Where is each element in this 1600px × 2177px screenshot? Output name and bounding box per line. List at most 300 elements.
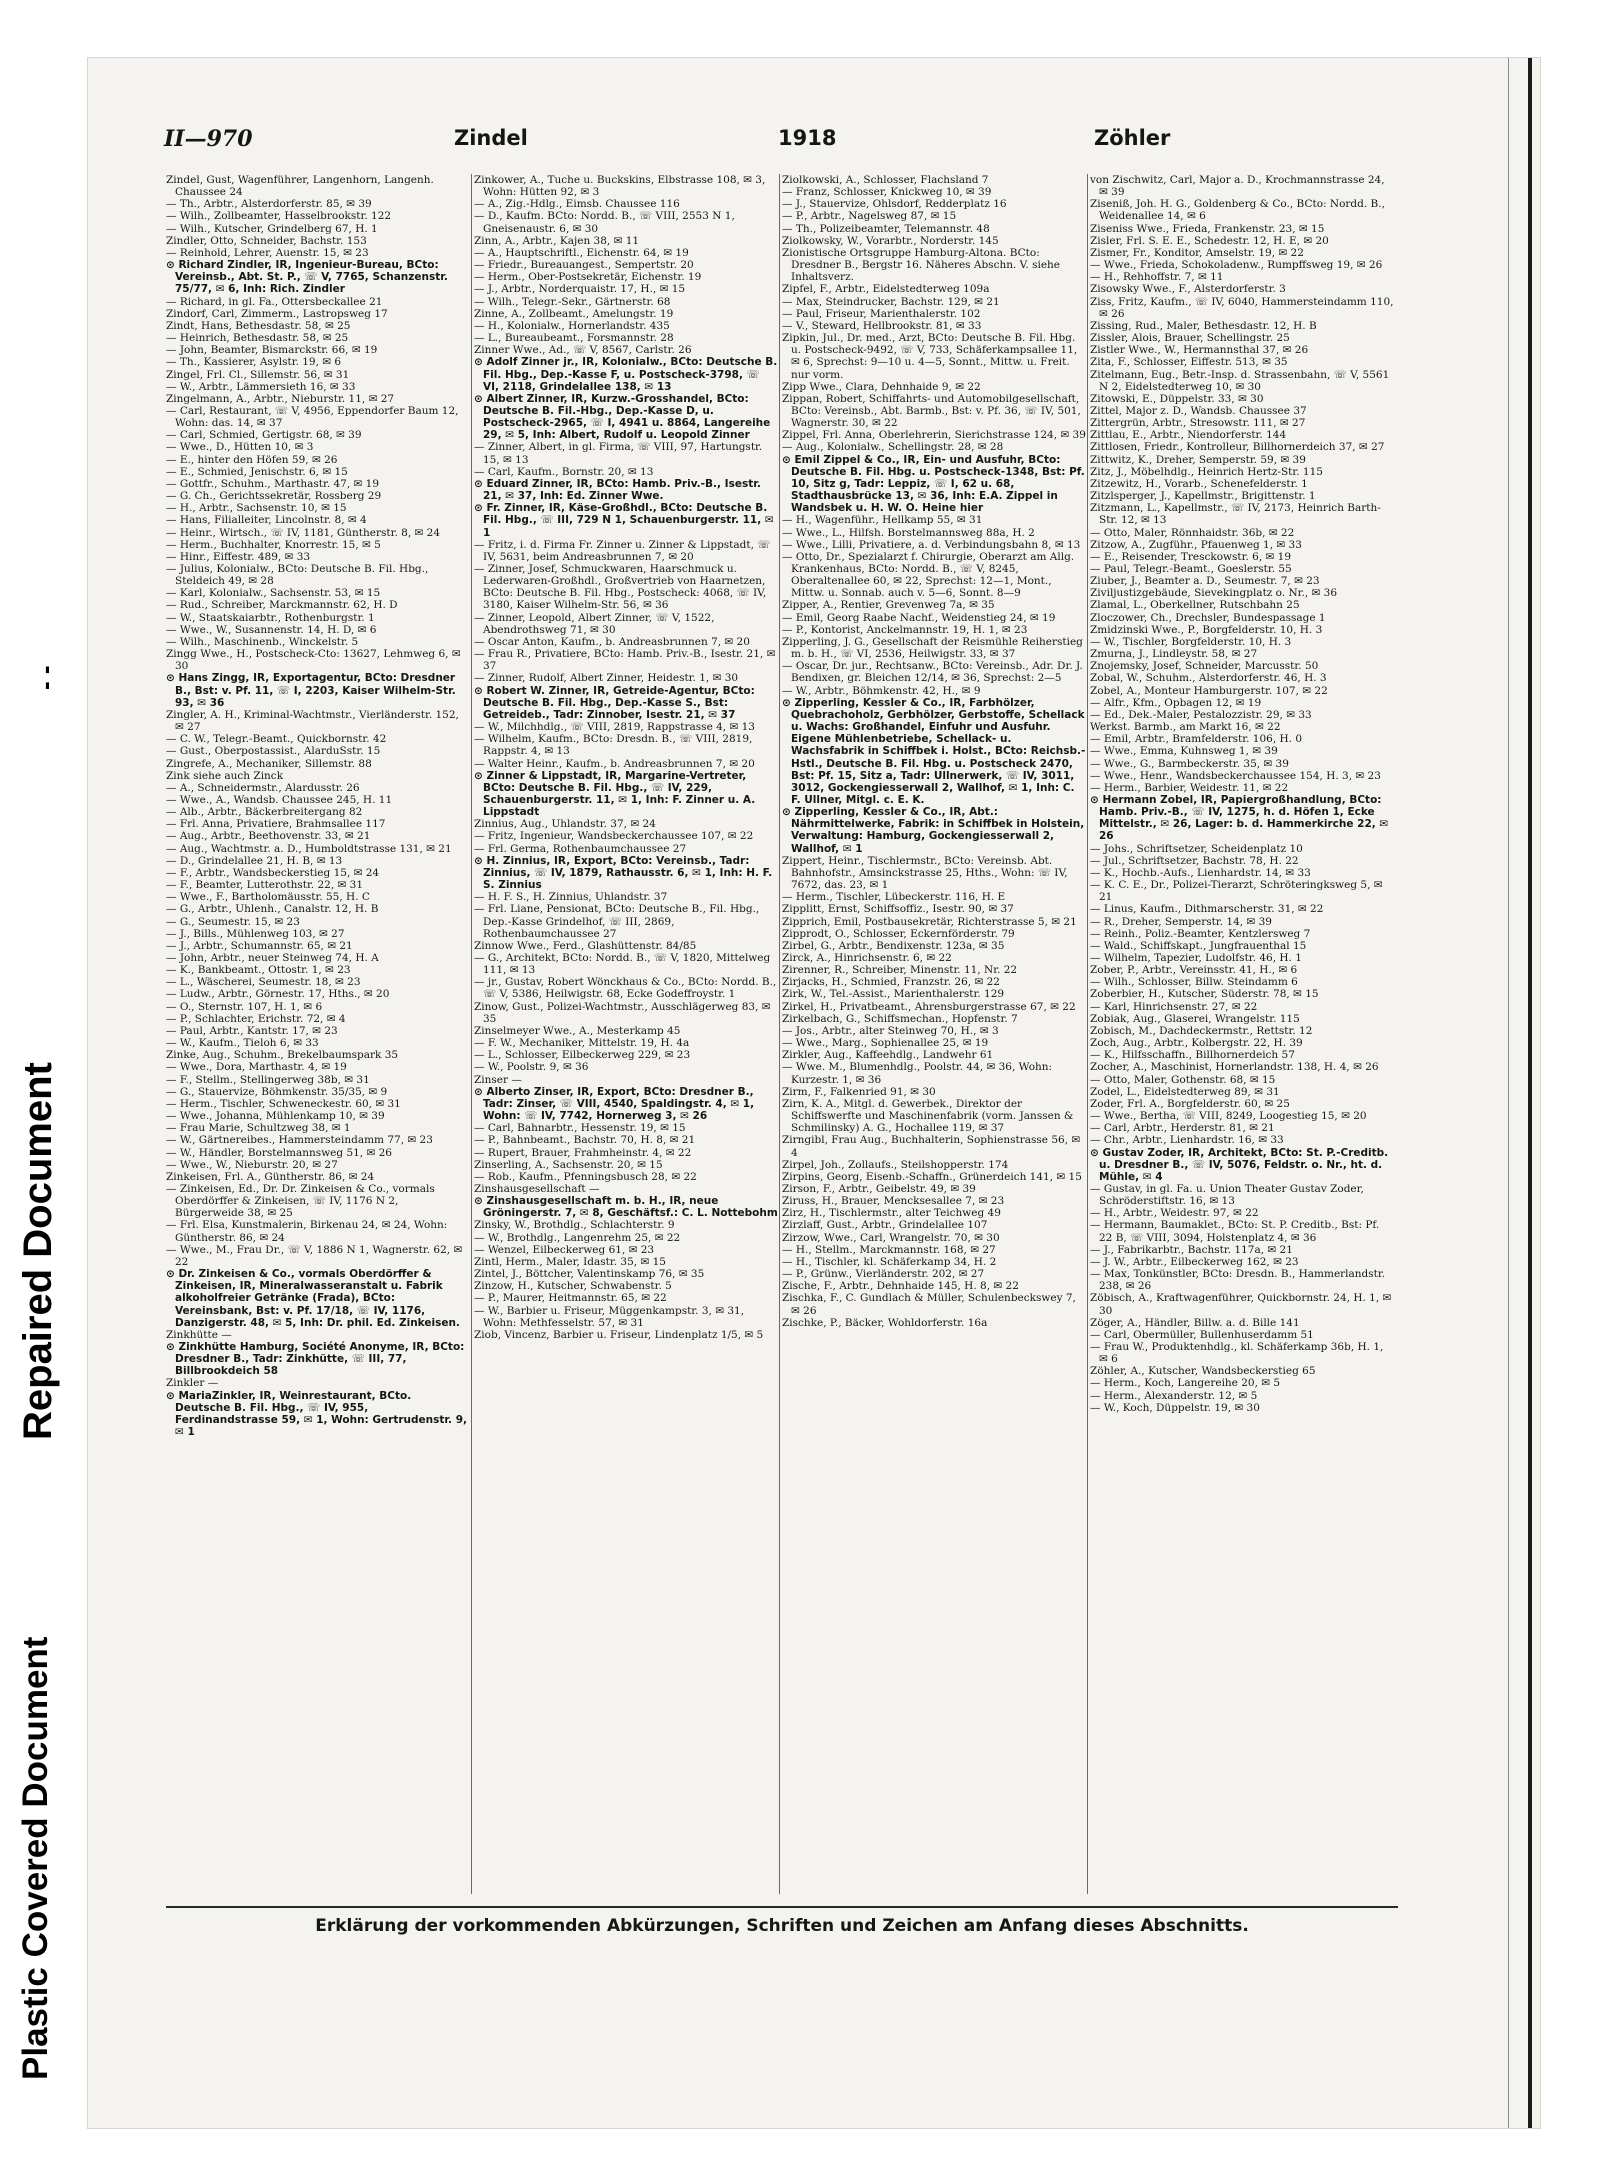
- directory-entry: — J., Bills., Mühlenweg 103, ✉ 27: [166, 927, 345, 940]
- directory-entry: Zirenner, R., Schreiber, Minenstr. 11, Nr. 22: [782, 964, 1018, 977]
- directory-entry: — W., Staatskaiarbtr., Rothenburgstr. 1: [166, 611, 375, 624]
- directory-column-3: [782, 174, 1086, 1894]
- directory-entry: — Wwe., Henr., Wandsbeckerchaussee 154, H. 3, ✉ 23: [1090, 769, 1381, 782]
- directory-entry: Zinkler —: [166, 1377, 219, 1390]
- directory-entry: Zismer, Fr., Konditor, Amselstr. 19, ✉ 22: [1090, 246, 1304, 259]
- directory-entry: — L., Schlosser, Eilbeckerweg 229, ✉ 23: [474, 1049, 691, 1062]
- directory-entry: Zobel, A., Monteur Hamburgerstr. 107, ✉ 22: [1090, 684, 1328, 697]
- directory-entry: Zisler, Frl. S. E. E., Schedestr. 12, H. E, ✉ 20: [1090, 234, 1329, 247]
- directory-entry: — Ed., Dek.-Maler, Pestalozzistr. 29, ✉ 33: [1090, 708, 1312, 721]
- directory-entry: Zirzlaff, Gust., Arbtr., Grindelallee 107: [782, 1219, 988, 1232]
- directory-entry: Zirkelbach, G., Schiffsmechan., Hopfenstr. 7: [782, 1012, 1018, 1025]
- directory-entry: — Reinh., Poliz.-Beamter, Kentzlersweg 7: [1090, 927, 1311, 940]
- directory-entry: Zlamal, L., Oberkellner, Rutschbahn 25: [1090, 599, 1300, 612]
- directory-entry: — W., Arbtr., Böhmkenstr. 42, H., ✉ 9: [782, 684, 981, 697]
- directory-entry: Ziolkowski, A., Schlosser, Flachsland 7: [782, 174, 989, 186]
- directory-entry: — Zinner, Albert, in gl. Firma, ☏ VIII, 97, Hartungstr. 15, ✉ 13: [474, 441, 763, 466]
- directory-entry: ⊙ Alberto Zinser, IR, Export, BCto: Dresdner B., Tadr: Zinser, ☏ VIII, 4540, Spaldingstr. 4, ✉ 1, Wohn: ☏ IV, 7742, Hornerweg 3, ✉ 26: [474, 1085, 755, 1123]
- directory-entry: — Julius, Kolonialw., BCto: Deutsche B. Fil. Hbg., Steldeich 49, ✉ 28: [166, 563, 429, 588]
- directory-entry: — Carl, Schmied, Gertigstr. 68, ✉ 39: [166, 429, 362, 442]
- directory-entry: — D., Grindelallee 21, H. B, ✉ 13: [166, 854, 343, 867]
- directory-entry: Ziseniss Wwe., Frieda, Frankenstr. 23, ✉ 15: [1090, 222, 1325, 235]
- directory-column-2: [474, 174, 778, 1894]
- directory-entry: — F., Stellm., Stellingerweg 38b, ✉ 31: [166, 1073, 370, 1086]
- directory-entry: Zirk, W., Tel.-Assist., Marienthalerstr. 129: [782, 988, 1005, 1001]
- directory-entry: — Frl. Liane, Pensionat, BCto: Deutsche B., Fil. Hbg., Dep.-Kasse Grindelhof, ☏ III, 2869, Rothenbaumchaussee 27: [474, 903, 760, 940]
- directory-entry: Zittwitz, K., Dreher, Semperstr. 59, ✉ 39: [1090, 453, 1306, 466]
- directory-entry: Zischke, P., Bäcker, Wohldorferstr. 16a: [782, 1316, 988, 1329]
- directory-entry: von Zischwitz, Carl, Major a. D., Krochmannstrasse 24, ✉ 39: [1090, 174, 1385, 199]
- page-number: II—970: [164, 126, 253, 152]
- directory-entry: — R., Dreher, Semperstr. 14, ✉ 39: [1090, 915, 1272, 928]
- directory-entry: — Carl, Kaufm., Bornstr. 20, ✉ 13: [474, 465, 654, 478]
- directory-entry: Zinow, Gust., Polizei-Wachtmstr., Ausschlägerweg 83, ✉ 35: [474, 1000, 771, 1025]
- directory-entry: — K., Bankbeamt., Ottostr. 1, ✉ 23: [166, 964, 351, 977]
- directory-entry: — F., Arbtr., Wandsbeckerstieg 15, ✉ 24: [166, 866, 380, 879]
- directory-entry: Zinselmeyer Wwe., A., Mesterkamp 45: [474, 1024, 681, 1037]
- directory-entry: — P., Maurer, Heitmannstr. 65, ✉ 22: [474, 1292, 667, 1305]
- directory-entry: — Oscar, Dr. jur., Rechtsanw., BCto: Vereinsb., Adr. Dr. J. Bendixen, gr. Bleichen 12/14, ✉ 36, Sprechst: 2—5: [782, 660, 1083, 685]
- directory-entry: — Wwe., Lilli, Privatiere, a. d. Verbindungsbahn 8, ✉ 13: [782, 538, 1081, 551]
- directory-columns: [166, 174, 1398, 1894]
- directory-entry: — Th., Arbtr., Alsterdorferstr. 85, ✉ 39: [166, 198, 372, 211]
- directory-entry: Ziss, Fritz, Kaufm., ☏ IV, 6040, Hammersteindamm 110, ✉ 26: [1090, 295, 1394, 320]
- directory-entry: Zinkhütte —: [166, 1328, 232, 1341]
- directory-entry: — J., Arbtr., Schumannstr. 65, ✉ 21: [166, 939, 353, 952]
- directory-entry: — Jos., Arbtr., alter Steinweg 70, H., ✉ 3: [782, 1024, 999, 1037]
- directory-entry: — H. F. S., H. Zinnius, Uhlandstr. 37: [474, 891, 668, 904]
- directory-entry: Zirjacks, H., Schmied, Franzstr. 26, ✉ 22: [782, 976, 1000, 989]
- directory-entry: Zittlosen, Friedr., Kontrolleur, Billhornerdeich 37, ✉ 27: [1090, 441, 1385, 454]
- directory-entry: — Hans, Filialleiter, Lincolnstr. 8, ✉ 4: [166, 514, 367, 527]
- directory-entry: — A., Zig.-Hdlg., Eimsb. Chaussee 116: [474, 198, 680, 211]
- directory-entry: — W., Gärtnereibes., Hammersteindamm 77, ✉ 23: [166, 1134, 433, 1147]
- directory-entry: — Chr., Arbtr., Lienhardstr. 16, ✉ 33: [1090, 1134, 1284, 1147]
- directory-entry: Zoberbier, H., Kutscher, Süderstr. 78, ✉ 15: [1090, 988, 1319, 1001]
- directory-entry: ⊙ Richard Zindler, IR, Ingenieur-Bureau, BCto: Vereinsb., Abt. St. P., ☏ V, 7765, Schanzenstr. 75/77, ✉ 6, Inh: Rich. Zindler: [166, 259, 448, 296]
- directory-entry: Zische, F., Arbtr., Dehnhaide 145, H. 8, ✉ 22: [782, 1280, 1019, 1293]
- directory-entry: Zinn, A., Arbtr., Kajen 38, ✉ 11: [474, 234, 640, 247]
- directory-entry: — G., Arbtr., Uhlenh., Canalstr. 12, H. B: [166, 903, 379, 916]
- directory-entry: — John, Beamter, Bismarckstr. 66, ✉ 19: [166, 344, 378, 357]
- directory-entry: — Wwe., L., Hilfsh. Borstelmannsweg 88a, H. 2: [782, 526, 1035, 539]
- directory-entry: — Wwe., W., Susannenstr. 14, H. D, ✉ 6: [166, 623, 377, 636]
- directory-entry: — Wilhelm, Tapezier, Ludolfstr. 46, H. 1: [1090, 952, 1302, 964]
- directory-entry: — Gottfr., Schuhm., Marthastr. 47, ✉ 19: [166, 477, 380, 490]
- directory-entry: — Herm., Koch, Langereihe 20, ✉ 5: [1090, 1377, 1281, 1390]
- column-divider: [1087, 174, 1088, 1894]
- directory-entry: — J., Arbtr., Norderquaistr. 17, H., ✉ 15: [474, 283, 686, 296]
- directory-entry: — Wwe. M., Blumenhdlg., Poolstr. 44, ✉ 36, Wohn: Kurzestr. 1, ✉ 36: [782, 1061, 1053, 1086]
- directory-entry: — Paul, Telegr.-Beamt., Goeslerstr. 55: [1090, 563, 1292, 575]
- directory-entry: Zöger, A., Händler, Billw. a. d. Bille 141: [1090, 1316, 1300, 1329]
- directory-entry: Zita, F., Schlosser, Eiffestr. 513, ✉ 35: [1090, 356, 1288, 369]
- directory-entry: — Friedr., Bureauangest., Sempertstr. 20: [474, 259, 694, 272]
- directory-entry: Zistler Wwe., W., Hermannsthal 37, ✉ 26: [1090, 344, 1309, 357]
- directory-entry: Zippan, Robert, Schiffahrts- und Automobilgesellschaft, BCto: Vereinsb., Abt. Barmb., Bst: v. Pf. 36, ☏ IV, 501, Wagnerstr. 30, ✉ 22: [782, 392, 1081, 430]
- directory-entry: Zitzewitz, H., Vorarb., Schenefelderstr. 1: [1090, 477, 1308, 490]
- page-edge-line: [1508, 58, 1509, 2128]
- directory-entry: Zinsky, W., Brothdlg., Schlachterstr. 9: [474, 1219, 675, 1232]
- directory-entry: — H., Wagenführ., Hellkamp 55, ✉ 31: [782, 514, 983, 527]
- directory-entry: Ziviljustizgebäude, Sievekingplatz o. Nr., ✉ 36: [1090, 587, 1338, 600]
- directory-entry: — Reinhold, Lehrer, Auenstr. 15, ✉ 23: [166, 246, 369, 259]
- directory-entry: — Frau W., Produktenhdlg., kl. Schäferkamp 36b, H. 1, ✉ 6: [1090, 1341, 1384, 1366]
- directory-entry: — J., Fabrikarbtr., Bachstr. 117a, ✉ 21: [1090, 1243, 1293, 1256]
- directory-entry: ⊙ Eduard Zinner, IR, BCto: Hamb. Priv.-B., Isestr. 21, ✉ 37, Inh: Ed. Zinner Wwe.: [474, 477, 761, 503]
- directory-entry: ⊙ Dr. Zinkeisen & Co., vormals Oberdörffer & Zinkeisen, IR, Mineralwasseranstalt u. Fabrik alkoholfreier Getränke (Frada), BCto: Vereinsbank, Bst: v. Pf. 17/18, ☏ IV, 1176, Danzigerstr. 48, ✉ 5, Inh: Dr. phil. Ed. Zinkeisen.: [166, 1268, 460, 1329]
- plastic-covered-label: Plastic Covered Document: [16, 1636, 55, 2080]
- directory-entry: Zindorf, Carl, Zimmerm., Lastropsweg 17: [166, 307, 388, 320]
- directory-entry: — W., Arbtr., Lämmersieth 16, ✉ 33: [166, 380, 356, 393]
- directory-entry: Zobal, W., Schuhm., Alsterdorferstr. 46, H. 3: [1090, 672, 1327, 685]
- page-header: [164, 126, 1384, 166]
- directory-entry: — E., Reisender, Tresckowstr. 6, ✉ 19: [1090, 550, 1292, 563]
- directory-entry: — D., Kaufm. BCto: Nordd. B., ☏ VIII, 2553 N 1, Gneisenaustr. 6, ✉ 30: [474, 210, 735, 235]
- directory-entry: Zinnius, Aug., Uhlandstr. 37, ✉ 24: [474, 818, 656, 831]
- header-last-name: Zöhler: [1094, 126, 1171, 150]
- directory-entry: — K. C. E., Dr., Polizei-Tierarzt, Schröteringksweg 5, ✉ 21: [1090, 879, 1383, 904]
- directory-entry: — J., Stauervize, Ohlsdorf, Redderplatz 16: [782, 198, 1007, 211]
- directory-entry: Zipprodt, O., Schlosser, Eckernförderstr. 79: [782, 927, 1015, 940]
- directory-entry: — Wald., Schiffskapt., Jungfrauenthal 15: [1090, 939, 1307, 952]
- side-labels: [0, 620, 80, 2120]
- directory-entry: — Fritz, i. d. Firma Fr. Zinner u. Zinner & Lippstadt, ☏ IV, 5631, beim Andreasbrunnen 7, ✉ 20: [474, 538, 771, 563]
- directory-entry: — W., Brothdlg., Langenrehm 25, ✉ 22: [474, 1231, 681, 1244]
- footer-rule: [166, 1906, 1398, 1908]
- directory-entry: Zippert, Heinr., Tischlermstr., BCto: Vereinsb. Abt. Bahnhofstr., Amsinckstrasse 25, Hths., Wohn: ☏ IV, 7672, das. 23, ✉ 1: [782, 854, 1068, 892]
- directory-entry: Zindler, Otto, Schneider, Bachstr. 153: [166, 234, 367, 247]
- directory-entry: — Frl. Elsa, Kunstmalerin, Birkenau 24, ✉ 24, Wohn: Güntherstr. 86, ✉ 24: [166, 1219, 448, 1244]
- directory-entry: Zink siehe auch Zinck: [166, 769, 284, 782]
- directory-entry: — H., Stellm., Marckmannstr. 168, ✉ 27: [782, 1243, 996, 1256]
- directory-entry: Ziruss, H., Brauer, Mencksesallee 7, ✉ 23: [782, 1195, 1005, 1208]
- directory-entry: — Johs., Schriftsetzer, Scheidenplatz 10: [1090, 842, 1303, 855]
- directory-entry: — Frl. Anna, Privatiere, Brahmsallee 117: [166, 818, 386, 831]
- directory-entry: Zirpins, Georg, Eisenb.-Schaffn., Grünerdeich 141, ✉ 15: [782, 1170, 1082, 1183]
- directory-entry: Zingg Wwe., H., Postscheck-Cto: 13627, Lehmweg 6, ✉ 30: [166, 648, 461, 673]
- directory-entry: Zoder, Frl. A., Borgfelderstr. 60, ✉ 25: [1090, 1097, 1290, 1110]
- directory-entry: ⊙ Emil Zippel & Co., IR, Ein- und Ausfuhr, BCto: Deutsche B. Fil. Hbg. u. Postscheck-1348, Bst: Pf. 10, Sitz g, Tadr: Leppiz, ☏ I, 62 u. 68, Stadthausbrücke 13, ✉ 36, Inh: E.A. Zippel in Wandsbek u. H. W. O. Heine hier: [782, 453, 1085, 515]
- directory-entry: — Wwe., D., Hütten 10, ✉ 3: [166, 441, 314, 454]
- directory-entry: — Max, Tonkünstler, BCto: Dresdn. B., Hammerlandstr. 238, ✉ 26: [1090, 1268, 1386, 1293]
- directory-entry: — Wwe., Johanna, Mühlenkamp 10, ✉ 39: [166, 1110, 385, 1123]
- directory-entry: — Alb., Arbtr., Bäckerbreitergang 82: [166, 806, 363, 819]
- directory-entry: Ziob, Vincenz, Barbier u. Friseur, Lindenplatz 1/5, ✉ 5: [474, 1328, 764, 1341]
- column-divider: [779, 174, 780, 1894]
- directory-entry: — Herm., Buchhalter, Knorrestr. 15, ✉ 5: [166, 538, 381, 551]
- directory-entry: — H., Rehhoffstr. 7, ✉ 11: [1090, 271, 1224, 284]
- directory-entry: Zobiak, Aug., Glaserei, Wrangelstr. 115: [1090, 1012, 1300, 1025]
- directory-entry: — P., Schlachter, Erichstr. 72, ✉ 4: [166, 1012, 346, 1025]
- directory-entry: — Aug., Wachtmstr. a. D., Humboldtstrasse 131, ✉ 21: [166, 842, 452, 855]
- repaired-document-label: Repaired Document: [16, 1062, 60, 1440]
- directory-entry: Zöhler, A., Kutscher, Wandsbeckerstieg 65: [1090, 1365, 1316, 1378]
- directory-entry: — Emil, Arbtr., Bramfelderstr. 106, H. 0: [1090, 733, 1303, 746]
- dash-mark: - -: [30, 665, 60, 690]
- directory-entry: Zitzow, A., Zugführ., Pfauenweg 1, ✉ 33: [1090, 538, 1302, 551]
- directory-entry: — Hermann, Baumaklet., BCto: St. P. Creditb., Bst: Pf. 22 B, ☏ VIII, 3094, Holstenplatz 4, ✉ 36: [1090, 1219, 1380, 1244]
- directory-entry: Zodel, L., Eidelstedterweg 89, ✉ 31: [1090, 1085, 1280, 1098]
- directory-entry: — G., Seumestr. 15, ✉ 23: [166, 915, 300, 928]
- directory-column-4: [1090, 174, 1394, 1894]
- directory-entry: Zirkel, H., Privatbeamt., Ahrensburgerstrasse 67, ✉ 22: [782, 1000, 1076, 1013]
- directory-entry: — Carl, Bahnarbtr., Hessenstr. 19, ✉ 15: [474, 1122, 686, 1135]
- directory-entry: ⊙ H. Zinnius, IR, Export, BCto: Vereinsb., Tadr: Zinnius, ☏ IV, 1879, Rathausstr. 6, ✉ 1, Inh: H. F. S. Zinnius: [474, 854, 773, 892]
- directory-entry: — E., Schmied, Jenischstr. 6, ✉ 15: [166, 465, 348, 478]
- directory-entry: — L., Bureaubeamt., Forsmannstr. 28: [474, 332, 674, 345]
- directory-entry: — Wilhelm, Kaufm., BCto: Dresdn. B., ☏ VIII, 2819, Rappstr. 4, ✉ 13: [474, 733, 753, 758]
- directory-entry: — Emil, Georg Raabe Nachf., Weidenstieg 24, ✉ 19: [782, 611, 1056, 624]
- directory-entry: Zipkin, Jul., Dr. med., Arzt, BCto: Deutsche B. Fil. Hbg. u. Postscheck-9492, ☏ V, 733, Schäferkampsallee 11, ✉ 6, Sprechst: 9—10 u. 4—5, Sonnt., Mittw. u. Freit. nur vorm.: [782, 332, 1078, 381]
- directory-entry: Zinkeisen, Frl. A., Güntherstr. 86, ✉ 24: [166, 1170, 375, 1183]
- directory-entry: Zindt, Hans, Bethesdastr. 58, ✉ 25: [166, 319, 351, 332]
- directory-entry: — Otto, Maler, Gothenstr. 68, ✉ 15: [1090, 1073, 1276, 1086]
- directory-entry: — Wenzel, Eilbeckerweg 61, ✉ 23: [474, 1243, 655, 1256]
- directory-entry: Zingler, A. H., Kriminal-Wachtmstr., Vierländerstr. 152, ✉ 27: [166, 708, 459, 734]
- directory-entry: Zinnow Wwe., Ferd., Glashüttenstr. 84/85: [474, 939, 697, 952]
- directory-entry: ⊙ Zinner & Lippstadt, IR, Margarine-Vertreter, BCto: Deutsche B. Fil. Hbg., ☏ IV, 229, Schauenburgerstr. 11, ✉ 1, Inh: F. Zinner u. A. Lippstadt: [474, 769, 756, 819]
- directory-entry: — Walter Heinr., Kaufm., b. Andreasbrunnen 7, ✉ 20: [474, 757, 755, 770]
- directory-entry: — Heinrich, Bethesdastr. 58, ✉ 25: [166, 332, 349, 345]
- directory-entry: — Hinr., Eiffestr. 489, ✉ 33: [166, 550, 311, 563]
- page-binding-edge: [1528, 58, 1532, 2128]
- column-divider: [471, 174, 472, 1894]
- directory-entry: — W., Kaufm., Tieloh 6, ✉ 33: [166, 1037, 319, 1050]
- directory-entry: — Wwe., F., Bartholomäusstr. 55, H. C: [166, 891, 370, 904]
- directory-entry: Zintl, Herm., Maler, Idastr. 35, ✉ 15: [474, 1255, 666, 1268]
- directory-entry: Zitzlsperger, J., Kapellmstr., Brigittenstr. 1: [1090, 490, 1316, 503]
- directory-entry: Zirzow, Wwe., Carl, Wrangelstr. 70, ✉ 30: [782, 1231, 1000, 1244]
- directory-entry: — Rob., Kaufm., Pfenningsbusch 28, ✉ 22: [474, 1170, 697, 1183]
- directory-entry: Zinserling, A., Sachsenstr. 20, ✉ 15: [474, 1158, 663, 1171]
- directory-entry: Ziolkowsky, W., Vorarbtr., Norderstr. 145: [782, 234, 999, 247]
- directory-entry: — W., Barbier u. Friseur, Müggenkampstr. 3, ✉ 31, Wohn: Methfesselstr. 57, ✉ 31: [474, 1304, 745, 1329]
- directory-entry: Zintel, J., Böttcher, Valentinskamp 76, ✉ 35: [474, 1268, 705, 1281]
- directory-entry: Zittlau, E., Arbtr., Niendorferstr. 144: [1090, 429, 1287, 442]
- directory-entry: — O., Sternstr. 107, H. 1, ✉ 6: [166, 1000, 323, 1013]
- directory-entry: Zmidzinski Wwe., P., Borgfelderstr. 10, H. 3: [1090, 623, 1323, 636]
- directory-entry: Zirpel, Joh., Zollaufs., Steilshopperstr. 174: [782, 1158, 1009, 1171]
- directory-entry: Zirz, H., Tischlermstr., alter Teichweg 49: [782, 1207, 1001, 1220]
- directory-entry: — Rupert, Brauer, Frahmheinstr. 4, ✉ 22: [474, 1146, 692, 1159]
- directory-entry: Zitowski, E., Düppelstr. 33, ✉ 30: [1090, 392, 1264, 405]
- directory-entry: Zitelmann, Eug., Betr.-Insp. d. Strassenbahn, ☏ V, 5561 N 2, Eidelstedterweg 10, ✉ 30: [1090, 368, 1390, 393]
- directory-entry: Zober, P., Arbtr., Vereinsstr. 41, H., ✉ 6: [1090, 964, 1298, 977]
- directory-entry: — Th., Kassierer, Asylstr. 19, ✉ 6: [166, 356, 342, 369]
- directory-entry: Zinzow, H., Kutscher, Schwabenstr. 5: [474, 1280, 672, 1293]
- directory-entry: ⊙ MariaZinkler, IR, Weinrestaurant, BCto. Deutsche B. Fil. Hbg., ☏ IV, 955, Ferdinandstrasse 59, ✉ 1, Wohn: Gertrudenstr. 9, ✉ 1: [166, 1389, 468, 1439]
- directory-entry: — G., Stauervize, Böhmkenstr. 35/35, ✉ 9: [166, 1085, 388, 1098]
- directory-entry: Zipper, A., Rentier, Grevenweg 7a, ✉ 35: [782, 599, 995, 612]
- directory-entry: — W., Tischler, Borgfelderstr. 10, H. 3: [1090, 635, 1292, 648]
- directory-entry: — jr., Gustav, Robert Wönckhaus & Co., BCto: Nordd. B., ☏ V, 5386, Heilwigstr. 68, Ecke Godeffroystr. 1: [474, 976, 777, 1001]
- directory-entry: Zittergrün, Arbtr., Stresowstr. 111, ✉ 27: [1090, 417, 1306, 430]
- directory-entry: ⊙ Zinshausgesellschaft m. b. H., IR, neue Gröningerstr. 7, ✉ 8, Geschäftsf.: C. L. Nottebohm: [474, 1195, 778, 1220]
- directory-entry: — P., Bahnbeamt., Bachstr. 70, H. 8, ✉ 21: [474, 1134, 696, 1147]
- directory-entry: — W., Händler, Borstelmannsweg 51, ✉ 26: [166, 1146, 392, 1159]
- directory-entry: Zingelmann, A., Arbtr., Nieburstr. 11, ✉ 27: [166, 392, 395, 405]
- directory-entry: — Wwe., Marg., Sophienallee 25, ✉ 19: [782, 1037, 989, 1050]
- directory-entry: Zipplitt, Ernst, Schiffsoffiz., Isestr. 90, ✉ 37: [782, 903, 1014, 916]
- directory-entry: Werkst. Barmb., am Markt 16, ✉ 22: [1090, 721, 1281, 734]
- directory-entry: Zmurna, J., Lindleystr. 58, ✉ 27: [1090, 648, 1258, 661]
- directory-entry: Zipprich, Emil, Postbausekretär, Richterstrasse 5, ✉ 21: [782, 915, 1077, 928]
- directory-entry: — J. W., Arbtr., Eilbeckerweg 162, ✉ 23: [1090, 1255, 1299, 1268]
- directory-entry: Zirngibl, Frau Aug., Buchhalterin, Sophienstrasse 56, ✉ 4: [782, 1134, 1081, 1159]
- directory-entry: Ziuber, J., Beamter a. D., Seumestr. 7, ✉ 23: [1090, 575, 1320, 588]
- directory-entry: ⊙ Gustav Zoder, IR, Architekt, BCto: St. P.-Creditb. u. Dresdner B., ☏ IV, 5076, Feldstr. o. Nr., ht. d. Mühle, ✉ 4: [1090, 1146, 1389, 1183]
- directory-entry: — A., Schneidermstr., Alardusstr. 26: [166, 781, 360, 794]
- directory-entry: — Jul., Schriftsetzer, Bachstr. 78, H. 22: [1090, 854, 1299, 867]
- directory-entry: Zindel, Gust, Wagenführer, Langenhorn, Langenh. Chaussee 24: [166, 174, 434, 199]
- directory-entry: Zionistische Ortsgruppe Hamburg-Altona. BCto: Dresdner B., Bergstr 16. Näheres Abschn. V. siehe Inhaltsverz.: [782, 246, 1061, 284]
- directory-entry: — H., Tischler, kl. Schäferkamp 34, H. 2: [782, 1255, 997, 1268]
- directory-entry: ⊙ Fr. Zinner, IR, Käse-Großhdl., BCto: Deutsche B. Fil. Hbg., ☏ III, 729 N 1, Schauenburgerstr. 11, ✉ 1: [474, 502, 774, 539]
- directory-entry: Znojemsky, Josef, Schneider, Marcusstr. 50: [1090, 660, 1319, 673]
- directory-entry: Zloczower, Ch., Drechsler, Bundespassage 1: [1090, 611, 1326, 624]
- directory-entry: Zirn, K. A., Mitgl. d. Gewerbek., Direktor der Schiffswerfte und Maschinenfabrik (vorm. Janssen & Schmilinsky) A. G., Hochallee 119, ✉ 37: [782, 1097, 1074, 1135]
- directory-entry: — Franz, Schlosser, Knickweg 10, ✉ 39: [782, 186, 992, 199]
- directory-entry: — C. W., Telegr.-Beamt., Quickbornstr. 42: [166, 733, 387, 746]
- directory-entry: Zinne, A., Zollbeamt., Amelungstr. 19: [474, 307, 674, 320]
- directory-entry: — Wwe., M., Frau Dr., ☏ V, 1886 N 1, Wagnerstr. 62, ✉ 22: [166, 1243, 463, 1268]
- directory-entry: — Zinner, Leopold, Albert Zinner, ☏ V, 1522, Abendrothsweg 71, ✉ 30: [474, 611, 715, 636]
- directory-entry: Zipp Wwe., Clara, Dehnhaide 9, ✉ 22: [782, 380, 981, 393]
- directory-entry: — Paul, Arbtr., Kantstr. 17, ✉ 23: [166, 1024, 338, 1037]
- directory-entry: Zinshausgesellschaft —: [474, 1182, 600, 1195]
- directory-entry: Zinner Wwe., Ad., ☏ V, 8567, Carlstr. 26: [474, 344, 692, 357]
- directory-entry: — Wilh., Zollbeamter, Hasselbrookstr. 122: [166, 210, 392, 223]
- directory-entry: — Richard, in gl. Fa., Ottersbeckallee 21: [166, 295, 383, 308]
- directory-entry: Zissing, Rud., Maler, Bethesdastr. 12, H. B: [1090, 319, 1317, 332]
- directory-entry: Zipfel, F., Arbtr., Eidelstedterweg 109a: [782, 283, 990, 296]
- directory-entry: Zischka, F., C. Gundlach & Müller, Schulenbeckswey 7, ✉ 26: [782, 1292, 1076, 1317]
- directory-entry: Zittel, Major z. D., Wandsb. Chaussee 37: [1090, 404, 1307, 417]
- directory-entry: ⊙ Zinkhütte Hamburg, Société Anonyme, IR, BCto: Dresdner B., Tadr: Zinkhütte, ☏ III, 77, Billbrookdeich 58: [166, 1341, 465, 1378]
- directory-entry: Zingrefe, A., Mechaniker, Sillemstr. 88: [166, 757, 372, 770]
- directory-entry: — H., Kolonialw., Hornerlandstr. 435: [474, 319, 670, 332]
- directory-entry: — Wilh., Kutscher, Grindelberg 67, H. 1: [166, 222, 378, 235]
- directory-entry: — P., Grünw., Vierländerstr. 202, ✉ 27: [782, 1268, 985, 1281]
- directory-entry: Zipperling, J. G., Gesellschaft der Reismühle Reiherstieg m. b. H., ☏ VI, 2536, Heilwigstr. 33, ✉ 37: [782, 635, 1083, 661]
- directory-entry: — K., Hilfsschaffn., Billhornerdeich 57: [1090, 1049, 1295, 1062]
- directory-entry: — Herm., Barbier, Weidestr. 11, ✉ 22: [1090, 781, 1289, 794]
- directory-entry: — F., Beamter, Lutterothstr. 22, ✉ 31: [166, 879, 364, 892]
- footer-note: Erklärung der vorkommenden Abkürzungen, Schriften und Zeichen am Anfang dieses Abschnitts.: [315, 1916, 1249, 1936]
- directory-entry: Zisowsky Wwe., F., Alsterdorferstr. 3: [1090, 283, 1286, 296]
- directory-entry: Zirbel, G., Arbtr., Bendixenstr. 123a, ✉ 35: [782, 939, 1005, 952]
- directory-entry: ⊙ Robert W. Zinner, IR, Getreide-Agentur, BCto: Deutsche B. Fil. Hbg., Dep.-Kasse S., Bst: Getreideb., Tadr: Zinnober, Isestr. 21, ✉ 37: [474, 684, 755, 721]
- directory-entry: ⊙ Hans Zingg, IR, Exportagentur, BCto: Dresdner B., Bst: v. Pf. 11, ☏ I, 2203, Kaiser Wilhelm-Str. 93, ✉ 36: [166, 672, 456, 709]
- directory-entry: — A., Hauptschriftl., Eichenstr. 64, ✉ 19: [474, 246, 689, 259]
- directory-entry: — L., Wäscherei, Seumestr. 18, ✉ 23: [166, 976, 361, 989]
- directory-entry: ⊙ Zipperling, Kessler & Co., IR, Abt.: Nährmittelwerke, Fabrik: in Schiffbek in Holstein, Verwaltung: Hamburg, Gockengiesserwall 2, Wallhof, ✉ 1: [782, 806, 1085, 855]
- directory-entry: — Aug., Arbtr., Beethovenstr. 33, ✉ 21: [166, 830, 371, 843]
- directory-entry: — Ludw., Arbtr., Görnestr. 17, Hths., ✉ 20: [166, 988, 390, 1001]
- directory-entry: — Alfr., Kfm., Opbagen 12, ✉ 19: [1090, 696, 1262, 709]
- directory-entry: — P., Arbtr., Nagelsweg 87, ✉ 15: [782, 210, 957, 223]
- directory-entry: — H., Arbtr., Sachsenstr. 10, ✉ 15: [166, 502, 347, 515]
- directory-entry: — H., Arbtr., Weidestr. 97, ✉ 22: [1090, 1207, 1259, 1220]
- directory-entry: — Carl, Obermüller, Bullenhuserdamm 51: [1090, 1328, 1314, 1341]
- directory-entry: — Zinner, Josef, Schmuckwaren, Haarschmuck u. Lederwaren-Großhdl., Großvertrieb von Haarnetzen, BCto: Deutsche B. Fil. Hbg., Postscheck: 4068, ☏ IV, 3180, Kaiser Wilhelm-Str. 56, ✉ 36: [474, 563, 767, 612]
- directory-entry: Zippel, Frl. Anna, Oberlehrerin, Sierichstrasse 124, ✉ 39: [782, 429, 1086, 442]
- directory-entry: — Oscar Anton, Kaufm., b. Andreasbrunnen 7, ✉ 20: [474, 635, 750, 648]
- directory-entry: — Wwe., Emma, Kuhnsweg 1, ✉ 39: [1090, 745, 1278, 758]
- directory-entry: — Linus, Kaufm., Dithmarscherstr. 31, ✉ 22: [1090, 903, 1324, 916]
- directory-entry: — Herm., Ober-Postsekretär, Eichenstr. 19: [474, 271, 702, 284]
- directory-entry: Zingel, Frl. Cl., Sillemstr. 56, ✉ 31: [166, 368, 350, 381]
- directory-entry: ⊙ Albert Zinner, IR, Kurzw.-Grosshandel, BCto: Deutsche B. Fil.-Hbg., Dep.-Kasse D, u. Postscheck-2965, ☏ I, 4941 u. 8864, Langereihe 29, ✉ 5, Inh: Albert, Rudolf u. Leopold Zinner: [474, 392, 771, 442]
- directory-entry: — Paul, Friseur, Marienthalerstr. 102: [782, 307, 981, 320]
- directory-entry: — Wilh., Schlosser, Billw. Steindamm 6: [1090, 976, 1298, 989]
- directory-entry: — Zinner, Rudolf, Albert Zinner, Heidestr. 1, ✉ 30: [474, 672, 739, 685]
- directory-entry: — K., Hochb.-Aufs., Lienhardstr. 14, ✉ 33: [1090, 866, 1311, 879]
- directory-column-1: [166, 174, 470, 1894]
- directory-entry: — Carl, Arbtr., Herderstr. 81, ✉ 21: [1090, 1122, 1275, 1135]
- directory-entry: — Frl. Germa, Rothenbaumchaussee 27: [474, 842, 687, 855]
- directory-entry: Zinkower, A., Tuche u. Buckskins, Elbstrasse 108, ✉ 3, Wohn: Hütten 92, ✉ 3: [474, 174, 766, 199]
- directory-entry: — W., Poolstr. 9, ✉ 36: [474, 1061, 589, 1074]
- directory-entry: Zöbisch, A., Kraftwagenführer, Quickbornstr. 24, H. 1, ✉ 30: [1090, 1292, 1392, 1317]
- directory-entry: — Zinkeisen, Ed., Dr. Dr. Zinkeisen & Co., vormals Oberdörffer & Zinkeisen, ☏ IV, 1176 N 2, Bürgerweide 38, ✉ 25: [166, 1182, 435, 1220]
- directory-entry: — Wilh., Telegr.-Sekr., Gärtnerstr. 68: [474, 295, 671, 308]
- directory-entry: — Wwe., W., Nieburstr. 20, ✉ 27: [166, 1158, 338, 1171]
- directory-entry: — Rud., Schreiber, Marckmannstr. 62, H. D: [166, 599, 398, 612]
- directory-entry: — Herm., Tischler, Schweneckestr. 60, ✉ 31: [166, 1097, 401, 1110]
- directory-entry: Zinser —: [474, 1073, 522, 1086]
- directory-entry: Zirm, F., Falkenried 91, ✉ 30: [782, 1085, 936, 1098]
- directory-entry: — Frau R., Privatiere, BCto: Hamb. Priv.-B., Isestr. 21, ✉ 37: [474, 648, 776, 673]
- directory-entry: — W., Milchhdlg., ☏ VIII, 2819, Rappstrasse 4, ✉ 13: [474, 721, 755, 734]
- directory-entry: — Otto, Maler, Rönnhaidstr. 36b, ✉ 22: [1090, 526, 1295, 539]
- directory-entry: — Wwe., G., Barmbeckerstr. 35, ✉ 39: [1090, 757, 1289, 770]
- directory-entry: ⊙ Zipperling, Kessler & Co., IR, Farbhölzer, Quebrachoholz, Gerbhölzer, Gerbstoffe, Schellack u. Wachs: Großhandel, Einfuhr und Ausfuhr. Eigene Mühlenbetriebe, Schellack- u. Wachsfabrik in Schiffbek i. Holst., BCto: Reichsb.-Hstl., Deutsche B. Fil. Hbg. u. Postscheck 2470, Bst: Pf. 15, Sitz a, Tadr: Ullnerwerk, ☏ IV, 3011, 3012, Gockengiesserwall 2, Wallhof, ✉ 1, Inh: C. F. Ullner, Mitgl. c. E. K.: [782, 696, 1086, 806]
- directory-entry: — Max, Steindrucker, Bachstr. 129, ✉ 21: [782, 295, 1000, 308]
- directory-entry: — Karl, Hinrichsenstr. 27, ✉ 22: [1090, 1000, 1258, 1013]
- directory-entry: — Wilh., Maschinenb., Winckelstr. 5: [166, 635, 359, 648]
- directory-entry: — V., Steward, Hellbrookstr. 81, ✉ 33: [782, 319, 982, 332]
- directory-entry: — Fritz, Ingenieur, Wandsbeckerchaussee 107, ✉ 22: [474, 830, 754, 843]
- directory-entry: — Th., Polizeibeamter, Telemannstr. 48: [782, 222, 990, 235]
- directory-entry: — Karl, Kolonialw., Sachsenstr. 53, ✉ 15: [166, 587, 381, 600]
- directory-entry: Zitzmann, L., Kapellmstr., ☏ IV, 2173, Heinrich Barth-Str. 12, ✉ 13: [1090, 502, 1381, 527]
- directory-entry: Zitz, J., Möbelhdlg., Heinrich Hertz-Str. 115: [1090, 465, 1323, 478]
- directory-entry: — Carl, Restaurant, ☏ V, 4956, Eppendorfer Baum 12, Wohn: das. 14, ✉ 37: [166, 404, 459, 430]
- directory-entry: — Gustav, in gl. Fa. u. Union Theater Gustav Zoder, Schröderstiftstr. 16, ✉ 13: [1090, 1182, 1364, 1208]
- directory-entry: — Heinr., Wirtsch., ☏ IV, 1181, Güntherstr. 8, ✉ 24: [166, 526, 441, 539]
- directory-entry: — F. W., Mechaniker, Mittelstr. 19, H. 4a: [474, 1037, 690, 1050]
- directory-entry: — Wwe., A., Wandsb. Chaussee 245, H. 11: [166, 793, 393, 806]
- directory-entry: — P., Kontorist, Anckelmannstr. 19, H. 1, ✉ 23: [782, 623, 1028, 636]
- directory-entry: — G. Ch., Gerichtssekretär, Rossberg 29: [166, 490, 382, 503]
- directory-entry: — Aug., Kolonialw., Schellingstr. 28, ✉ 28: [782, 441, 1004, 454]
- directory-entry: Ziseniß, Joh. H. G., Goldenberg & Co., BCto: Nordd. B., Weidenallee 14, ✉ 6: [1090, 198, 1385, 223]
- directory-entry: Zoch, Aug., Arbtr., Kolbergstr. 22, H. 39: [1090, 1037, 1303, 1050]
- directory-entry: — Herm., Tischler, Lübeckerstr. 116, H. E: [782, 891, 1006, 904]
- directory-entry: — Otto, Dr., Spezialarzt f. Chirurgie, Oberarzt am Allg. Krankenhaus, BCto: Nordd. B., ☏ V, 8245, Oberaltenallee 60, ✉ 22, Sprechst: 12—1, Mont., Mittw. u. Sonnab. auch v. 5—6, Sonnt. 8—9: [782, 550, 1075, 600]
- directory-entry: Zobisch, M., Dachdeckermstr., Rettstr. 12: [1090, 1024, 1313, 1037]
- directory-entry: Zirck, A., Hinrichsenstr. 6, ✉ 22: [782, 952, 952, 964]
- directory-entry: — Wwe., Bertha, ☏ VIII, 8249, Loogestieg 15, ✉ 20: [1090, 1110, 1367, 1123]
- directory-entry: Zissler, Alois, Brauer, Schellingstr. 25: [1090, 332, 1290, 345]
- directory-entry: — W., Koch, Düppelstr. 19, ✉ 30: [1090, 1401, 1260, 1414]
- directory-entry: Zinke, Aug., Schuhm., Brekelbaumspark 35: [166, 1049, 399, 1062]
- directory-entry: — Gust., Oberpostassist., AlarduSstr. 15: [166, 745, 381, 758]
- directory-entry: Zocher, A., Maschinist, Hornerlandstr. 138, H. 4, ✉ 26: [1090, 1061, 1379, 1074]
- directory-entry: — Herm., Alexanderstr. 12, ✉ 5: [1090, 1389, 1258, 1402]
